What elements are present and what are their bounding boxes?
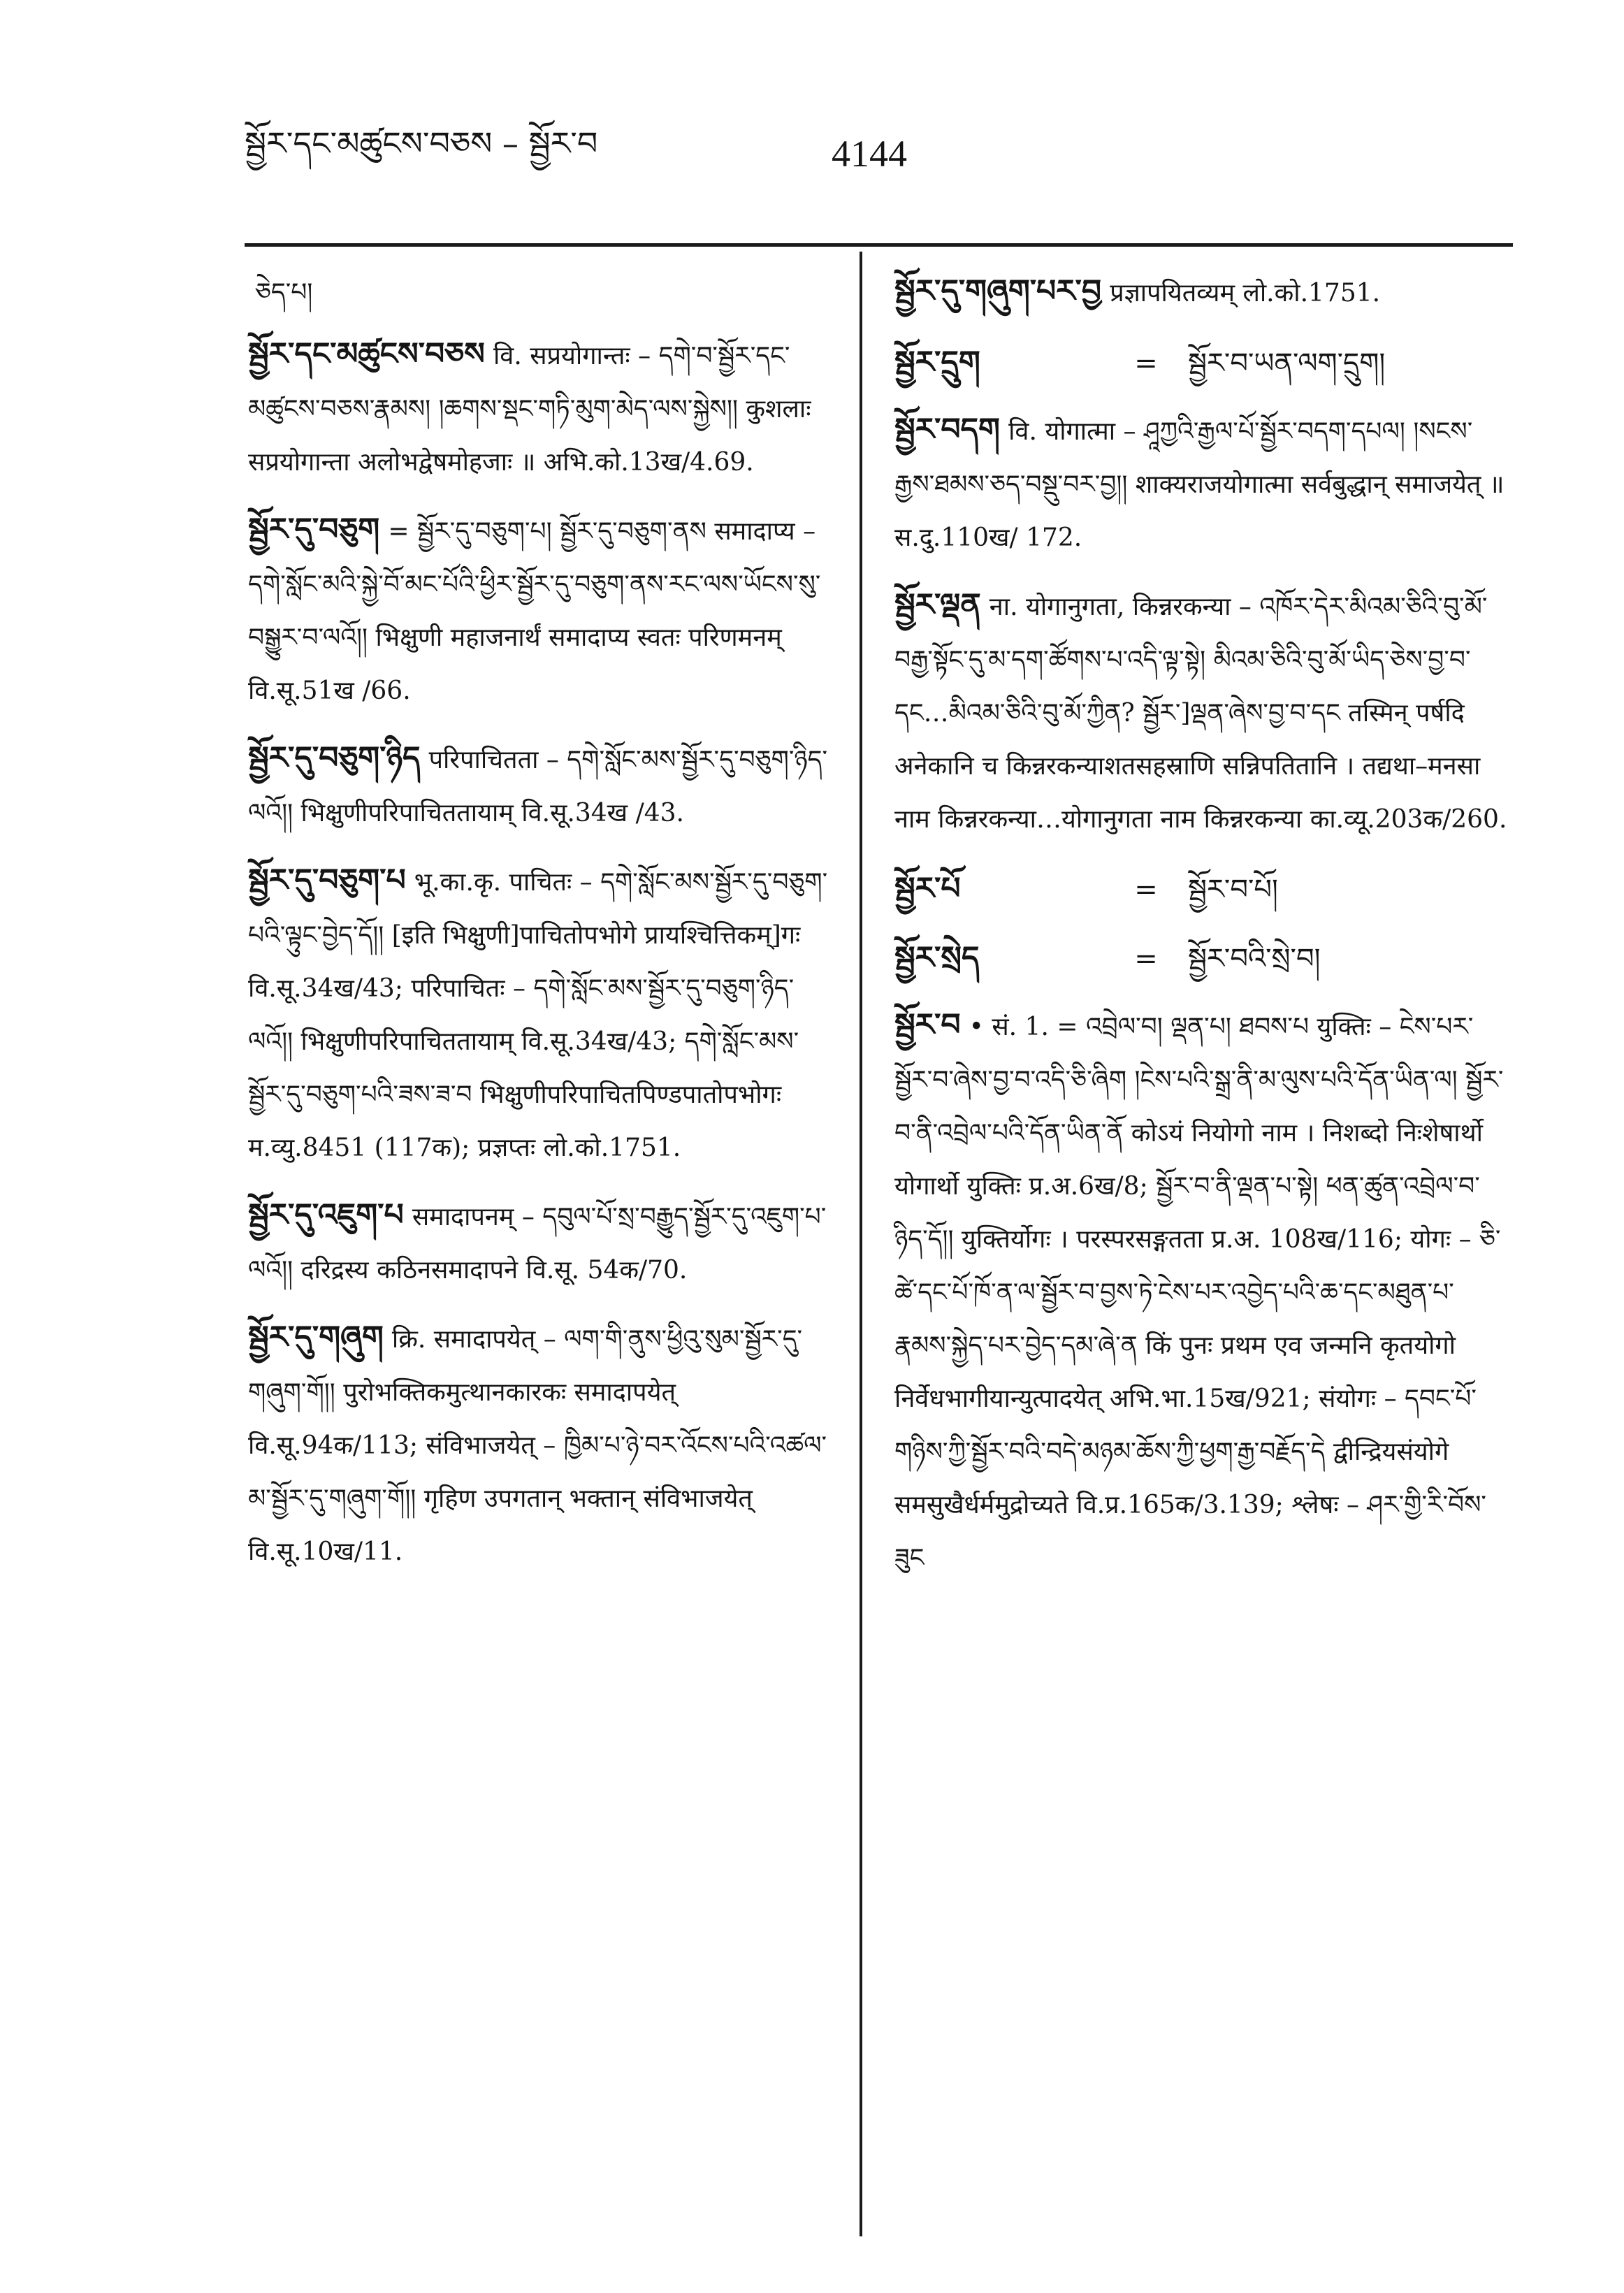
entry-continuation [248, 266, 835, 319]
page-number: 4144 [832, 133, 907, 175]
running-head: སྦྱོར་དང་མཚུངས་བཅས – སྦྱོར་བ [245, 124, 598, 162]
cross-reference-entry [894, 335, 1509, 391]
entry-headword: སྦྱོར་དུ་འཇུག་པ [248, 1197, 404, 1233]
dictionary-entry [248, 732, 835, 839]
entry-headword: སྦྱོར་དྲུག [894, 345, 980, 380]
cross-reference-target: སྦྱོར་བ་པོ། [1188, 874, 1278, 906]
entry-text: परिपाचितता – དགེ་སློང་མས་སྦྱོར་དུ་བཅུག་ཉིད་ལའོ།། भिक्षुणीपरिपाचिततायाम् वि.सू.34ख /43. [248, 746, 828, 827]
entry-headword: སྦྱོར་སྲེད [894, 940, 980, 976]
dictionary-entry [894, 266, 1509, 319]
entry-text: वि. सप्रयोगान्तः – དགེ་བ་སྦྱོར་དང་མཚུངས་བཅས་རྣམས། །ཆགས་སྡང་གཏི་མུག་མེད་ལས་སྐྱེས།། कुशलाः सप्रयोगान्ता अलोभद्वेषमोहजाः ॥ अभि.को.13ख/4.69. [248, 342, 811, 477]
entry-text: ना. योगानुगता, किन्नरकन्या – འཁོར་དེར་མིའམ་ཅིའི་བུ་མོ་བརྒྱ་སྟོང་དུ་མ་དག་ཚོགས་པ་འདི་ལྟ་སྟེ། མིའམ་ཅིའི་བུ་མོ་ཡིད་ཅེས་བྱ་བ་དང…མིའམ་ཅིའི་བུ་མོ་ཀྱིན? སྦྱོར་]ལྡན་ཞེས་བྱ་བ་དང तस्मिन् पर्षदि अनेकानि च किन्नरकन्याशतसहस्राणि सन्निपतितानि । तद्यथा–मनसा नाम किन्नरकन्या…योगानुगता नाम किन्नरकन्या का.व्यू.203क/260. [894, 593, 1507, 834]
entry-text: = སྦྱོར་དུ་བཅུག་པ། སྦྱོར་དུ་བཅུག་ནས समादाप्य – དགེ་སློང་མའི་སྐྱེ་བོ་མང་པོའི་ཕྱིར་སྦྱོར་དུ་བཅུག་ནས་རང་ལས་ཡོངས་སུ་བསྒྱུར་བ་ལའོ།། भिक्षुणी महाजनार्थं समादाप्य स्वतः परिणमनम् वि.सू.51ख /66. [248, 517, 821, 705]
entry-headword: སྦྱོར་དུ་བཅུག་པ [248, 862, 406, 898]
left-column [248, 266, 835, 1593]
cross-reference-entry [894, 861, 1509, 918]
entry-headword: སྦྱོར་བ [894, 1007, 961, 1043]
entry-headword: སྦྱོར་དུ་བཅུག [248, 512, 380, 547]
entry-text: वि. योगात्मा – ཤཱཀྱའི་རྒྱལ་པོ་སྦྱོར་བདག་དཔལ། །སངས་རྒྱས་ཐམས་ཅད་བསྡུ་བར་བྱ།། शाक्यराजयोगात्मा सर्वबुद्धान् समाजयेत् ॥ स.दु.110ख/ 172. [894, 417, 1505, 552]
entry-headword: སྦྱོར་ལྡན [894, 587, 981, 623]
entry-headword: སྦྱོར་དུ་གཞུག [248, 1319, 384, 1355]
entry-text: समादापनम् – དབུལ་པོ་སྲ་བརྒྱུད་སྦྱོར་དུ་འཇུག་པ་ལའོ།། दरिद्रस्य कठिनसमादापने वि.सू. 54क/70. [248, 1203, 827, 1285]
dictionary-entry [248, 328, 835, 489]
entry-headword: སྦྱོར་དང་མཚུངས་བཅས [248, 336, 485, 372]
entry-text: प्रज्ञापयितव्यम् लो.को.1751. [1110, 279, 1381, 308]
entry-text: क्रि. समादापयेत् – ལག་གི་ནུས་ཕྱིའུ་སུམ་སྦྱོར་དུ་གཞུག་གོ།། पुरोभक्तिकमुत्थानकारकः समादापयेत् वि.सू.94क/113; संविभाजयेत् – ཁྱིམ་པ་ཉེ་བར་འོངས་པའི་འཚལ་མ་སྦྱོར་དུ་གཞུག་གོ།། गृहिण उपगतान् भक्तान् संविभाजयेत् वि.सू.10ख/11. [248, 1325, 827, 1566]
cross-reference-target: སྦྱོར་བ་ཡན་ལག་དྲུག། [1188, 347, 1386, 379]
equals-sign: = [1134, 943, 1158, 975]
column-divider [860, 252, 862, 2236]
entry-headword: སྦྱོར་བདག [894, 412, 1001, 447]
dictionary-entry [894, 999, 1509, 1584]
dictionary-entry [894, 404, 1509, 564]
dictionary-entry [248, 1189, 835, 1296]
entry-headword: སྦྱོར་དུ་བཅུག་ཉིད [248, 740, 421, 776]
dictionary-entry [894, 579, 1509, 846]
entry-text: • सं. 1. = འབྲེལ་བ། ལྡན་པ། ཐབས་པ युक्तिः – ངེས་པར་སྦྱོར་བ་ཞེས་བྱ་བ་འདི་ཅི་ཞིག །ངེས་པའི་སྒྲ་ནི་མ་ལུས་པའི་དོན་ཡིན་ལ། སྦྱོར་བ་ནི་འབྲེལ་པའི་དོན་ཡིན་ནོ कोऽयं नियोगो नाम । निशब्दो निःशेषार्थो योगार्थो युक्तिः प्र.अ.6ख/8; སྦྱོར་བ་ནི་ལྡན་པ་སྟེ། ཕན་ཚུན་འབྲེལ་བ་ཉིད་དོ།། युक्तिर्योगः । परस्परसङ्गतता प्र.अ. 108ख/116; योगः – ཅི་ཚེ་དང་པོ་ཁོ་ན་ལ་སྦྱོར་བ་བྱས་ཏེ་ངེས་པར་འབྱེད་པའི་ཆ་དང་མཐུན་པ་རྣམས་སྐྱེད་པར་བྱེད་དམ་ཞེ་ན किं पुनः प्रथम एव जन्मनि कृतयोगो निर्वेधभागीयान्युत्पादयेत् अभि.भा.15ख/921; संयोगः – དབང་པོ་གཉིས་ཀྱི་སྦྱོར་བའི་བདེ་མཉམ་ཆོས་ཀྱི་ཕྱག་རྒྱ་བརྗོད་དེ द्वीन्द्रियसंयोगे समसुखैर्धर्ममुद्रोच्यते वि.प्र.165क/3.139; श्लेषः – ཤར་གྱི་རི་བོས་ཟུང [894, 1013, 1504, 1572]
dictionary-entry [248, 504, 835, 717]
entry-text: ཅེད་པ། [255, 278, 313, 307]
dictionary-entry [248, 855, 835, 1174]
dictionary-entry [248, 1312, 835, 1578]
right-column [894, 266, 1509, 1600]
entry-headword: སྦྱོར་དུ་གཞུག་པར་བྱ [894, 273, 1102, 309]
equals-sign: = [1134, 874, 1158, 906]
equals-sign: = [1134, 347, 1158, 379]
header-rule [245, 243, 1513, 247]
entry-text: भू.का.कृ. पाचितः – དགེ་སློང་མས་སྦྱོར་དུ་བཅུག་པའི་ལྟུང་བྱེད་དོ།། [इति भिक्षुणी]पाचितोपभोगे प्रायश्चित्तिकम्]गः वि.सू.34ख/43; परिपाचितः – དགེ་སློང་མས་སྦྱོར་དུ་བཅུག་ཉིད་ལའོ།། भिक्षुणीपरिपाचिततायाम् वि.सू.34ख/43; དགེ་སློང་མས་སྦྱོར་དུ་བཅུག་པའི་ཟས་ཟ་བ भिक्षुणीपरिपाचितपिण्डपातोपभोगः म.व्यु.8451 (117क); प्रज्ञप्तः लो.को.1751. [248, 868, 828, 1162]
entry-headword: སྦྱོར་པོ [894, 871, 961, 906]
cross-reference-entry [894, 930, 1509, 987]
cross-reference-target: སྦྱོར་བའི་སྲེ་བ། [1188, 943, 1321, 975]
